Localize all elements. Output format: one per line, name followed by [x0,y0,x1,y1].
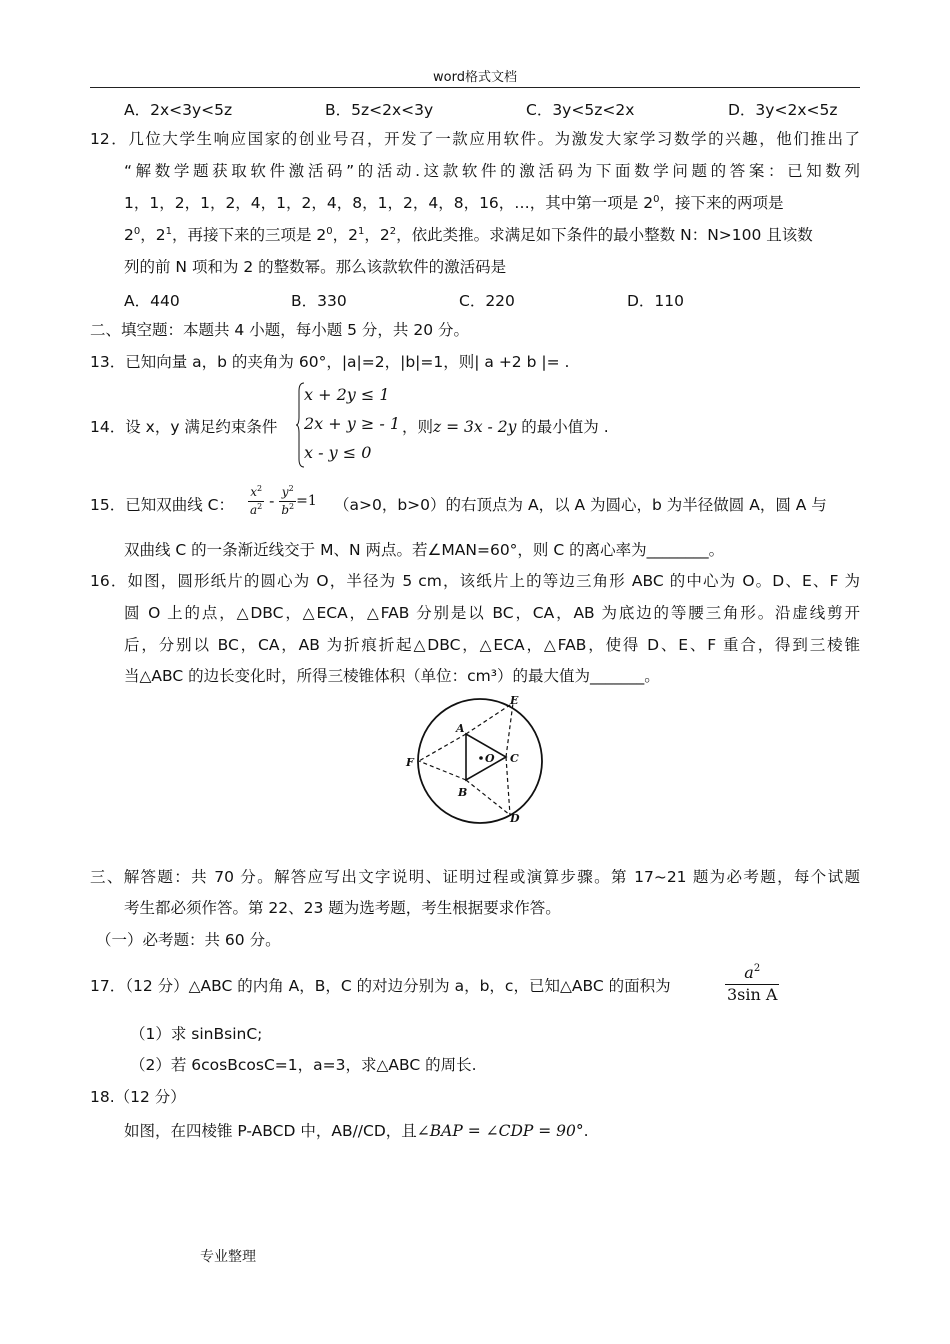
section-3-line-1: 三、解答题：共 70 分。解答应写出文字说明、证明过程或演算步骤。第 17~21 题为必考题，每个试题 [90,868,860,886]
q12-option-d: D．110 [627,292,685,310]
q11-option-a: A．2x<3y<5z [124,101,233,119]
q12-line-5: 列的前 N 项和为 2 的整数幂。那么该款软件的激活码是 [124,258,507,276]
section-3-sub: （一）必考题：共 60 分。 [96,931,281,949]
q11-option-b: B．5z<2x<3y [325,101,434,119]
q12-line-1: 12．几位大学生响应国家的创业号召，开发了一款应用软件。为激发大家学习数学的兴趣，他们推出了 [90,130,860,148]
q12-option-c: C．220 [459,292,515,310]
q18-title: 18.（12 分） [90,1088,186,1106]
label-c: C [510,752,519,765]
q16-line-1: 16．如图，圆形纸片的圆心为 O，半径为 5 cm，该纸片上的等边三角形 ABC 的中心为 O。D、E、F 为 [90,572,860,590]
q17-part-2: （2）若 6cosBcosC=1，a=3，求△ABC 的周长. [130,1056,477,1074]
q12-option-b: B．330 [291,292,347,310]
q14-constraint-2: 2x + y ≥ - 1 [304,414,401,433]
q14-tail: ，则z = 3x - 2y 的最小值为 . [402,418,609,436]
q17-text: 17．（12 分）△ABC 的内角 A，B，C 的对边分别为 a，b，c，已知△ABC 的面积为 [90,977,671,995]
label-o: O [485,752,495,765]
label-b: B [458,786,468,799]
label-a: A [456,722,465,735]
q12-option-a: A．440 [124,292,180,310]
q17-part-1: （1）求 sinBsinC; [130,1025,263,1043]
q14-prefix: 14．设 x，y 满足约束条件 [90,418,278,436]
label-f: F [406,756,414,769]
q14-constraint-3: x - y ≤ 0 [304,443,372,462]
q17-area-fraction: $\frac{a^2}{\text{3sin A}}$ [727,963,778,1004]
q16-line-4: 当△ABC 的边长变化时，所得三棱锥体积（单位：cm³）的最大值为_______。 [124,667,660,685]
circle-o [418,699,542,823]
q11-option-d: D．3y<2x<5z [728,101,838,119]
page-footer: 专业整理 [200,1249,256,1265]
q15-equation: $\frac{x^2}{a^2}$ - $\frac{y^2}{b^2}$ =1 [250,484,317,517]
q12-line-4: $2^0$，$2^1$，再接下来的三项是 $2^0$，$2^1$，$2^2$，依此类推。求满足如下条件的最小整数 N：N>100 且该数 [124,226,813,244]
q16-figure [404,694,550,828]
center-point [479,756,483,760]
q15-rest: （a>0，b>0）的右顶点为 A，以 A 为圆心，b 为半径做圆 A，圆 A 与 [334,496,827,514]
q18-angle: ∠BAP = ∠CDP = 90° [416,1122,584,1140]
q15-line-2: 双曲线 C 的一条渐近线交于 M、N 两点。若∠MAN=60°，则 C 的离心率为________。 [124,541,725,559]
q13-text: 13．已知向量 a，b 的夹角为 60°，|a|=2，|b|=1，则| a +2 b |= . [90,353,570,371]
q14-constraint-system [296,381,406,469]
q12-line-3: 1，1，2，1，2，4，1，2，4，8，1，2，4，8，16，…，其中第一项是 $2^0$，接下来的两项是 [124,194,784,212]
q12-line-2: “解数学题获取软件激活码”的活动.这款软件的激活码为下面数学问题的答案：已知数列 [124,162,860,180]
page-header: word格式文档 [433,70,517,85]
section-3-line-2: 考生都必须作答。第 22、23 题为选考题，考生根据要求作答。 [124,899,561,917]
header-rule [90,87,860,88]
q15-prefix: 15．已知双曲线 C： [90,496,234,514]
section-2-heading: 二、填空题：本题共 4 小题，每小题 5 分，共 20 分。 [90,321,470,339]
q18-text: 如图，在四棱锥 P-ABCD 中，AB//CD，且∠BAP = ∠CDP = 90°. [124,1122,589,1140]
label-e: E [510,694,519,707]
q11-option-c: C．3y<5z<2x [526,101,635,119]
q16-line-2: 圆 O 上的点，△DBC，△ECA，△FAB 分别是以 BC，CA，AB 为底边的等腰三角形。沿虚线剪开 [124,604,860,622]
q14-objective: z = 3x - 2y [433,418,517,436]
q14-constraint-1: x + 2y ≤ 1 [304,385,390,404]
q16-line-3: 后，分别以 BC，CA，AB 为折痕折起△DBC，△ECA，△FAB，使得 D、E、F 重合，得到三棱锥 [124,636,860,654]
label-d: D [510,812,520,825]
